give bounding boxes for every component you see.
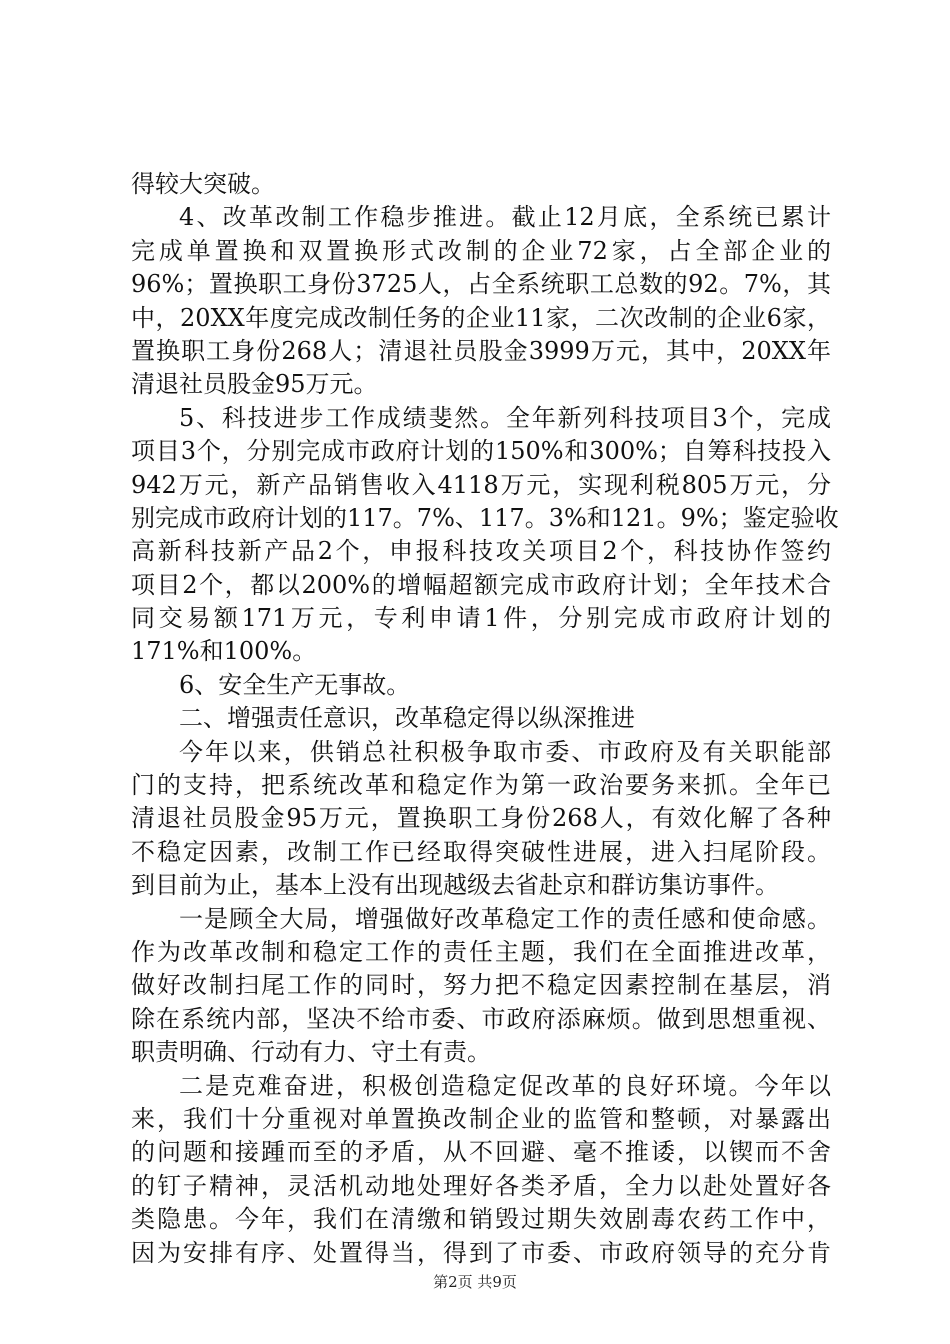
text-line: 作为改革改制和稳定工作的责任主题，我们在全面推进改革， <box>131 937 831 966</box>
text-line: 同交易额171万元，专利申请1件，分别完成市政府计划的 <box>131 604 831 633</box>
text-line: 一是顾全大局，增强做好改革稳定工作的责任感和使命感。 <box>179 904 831 933</box>
text-line: 96%；置换职工身份3725人，占全系统职工总数的92。7%，其 <box>131 270 831 299</box>
text-line: 942万元，新产品销售收入4118万元，实现利税805万元，分 <box>131 470 831 499</box>
text-line: 得较大突破。 <box>131 170 275 198</box>
text-line: 今年以来，供销总社积极争取市委、市政府及有关职能部 <box>179 737 831 766</box>
text-line: 的钉子精神，灵活机动地处理好各类矛盾，全力以赴处置好各 <box>131 1171 831 1200</box>
page-footer: 第2页 共9页 <box>433 1273 517 1291</box>
text-line: 项目3个，分别完成市政府计划的150%和300%；自筹科技投入 <box>131 437 831 466</box>
text-line: 职责明确、行动有力、守土有责。 <box>131 1038 491 1067</box>
text-line: 6、安全生产无事故。 <box>179 670 411 699</box>
text-line: 完成单置换和双置换形式改制的企业72家，占全部企业的 <box>131 236 831 265</box>
text-line: 高新科技新产品2个，申报科技攻关项目2个，科技协作签约 <box>131 537 831 566</box>
text-line: 171%和100%。 <box>131 637 317 666</box>
text-line: 项目2个，都以200%的增幅超额完成市政府计划；全年技术合 <box>131 570 831 599</box>
text-line: 到目前为止，基本上没有出现越级去省赴京和群访集访事件。 <box>131 871 779 900</box>
document-body <box>131 168 839 1270</box>
text-line: 清退社员股金95万元，置换职工身份268人，有效化解了各种 <box>131 804 831 833</box>
text-line: 二是克难奋进，积极创造稳定促改革的良好环境。今年以 <box>179 1071 831 1100</box>
text-line: 中，20XX年度完成改制任务的企业11家，二次改制的企业6家， <box>131 303 831 332</box>
text-line: 不稳定因素，改制工作已经取得突破性进展，进入扫尾阶段。 <box>131 837 831 866</box>
text-line: 的问题和接踵而至的矛盾，从不回避、毫不推诿，以锲而不舍 <box>131 1138 831 1167</box>
text-line: 置换职工身份268人；清退社员股金3999万元，其中，20XX年 <box>131 336 831 365</box>
text-line: 别完成市政府计划的117。7%、117。3%和121。9%；鉴定验收 <box>131 503 839 532</box>
text-line: 因为安排有序、处置得当，得到了市委、市政府领导的充分肯 <box>131 1238 831 1267</box>
text-line: 做好改制扫尾工作的同时，努力把不稳定因素控制在基层，消 <box>131 971 831 1000</box>
text-line: 类隐患。今年，我们在清缴和销毁过期失效剧毒农药工作中， <box>131 1205 831 1234</box>
text-line: 二、增强责任意识，改革稳定得以纵深推进 <box>179 704 635 733</box>
text-line: 来，我们十分重视对单置换改制企业的监管和整顿，对暴露出 <box>131 1104 831 1133</box>
text-line: 5、科技进步工作成绩斐然。全年新列科技项目3个，完成 <box>179 403 831 432</box>
text-line: 除在系统内部，坚决不给市委、市政府添麻烦。做到思想重视、 <box>131 1004 831 1033</box>
text-line: 门的支持，把系统改革和稳定作为第一政治要务来抓。全年已 <box>131 771 831 800</box>
text-line: 清退社员股金95万元。 <box>131 370 378 399</box>
text-line: 4、改革改制工作稳步推进。截止12月底，全系统已累计 <box>179 203 831 232</box>
